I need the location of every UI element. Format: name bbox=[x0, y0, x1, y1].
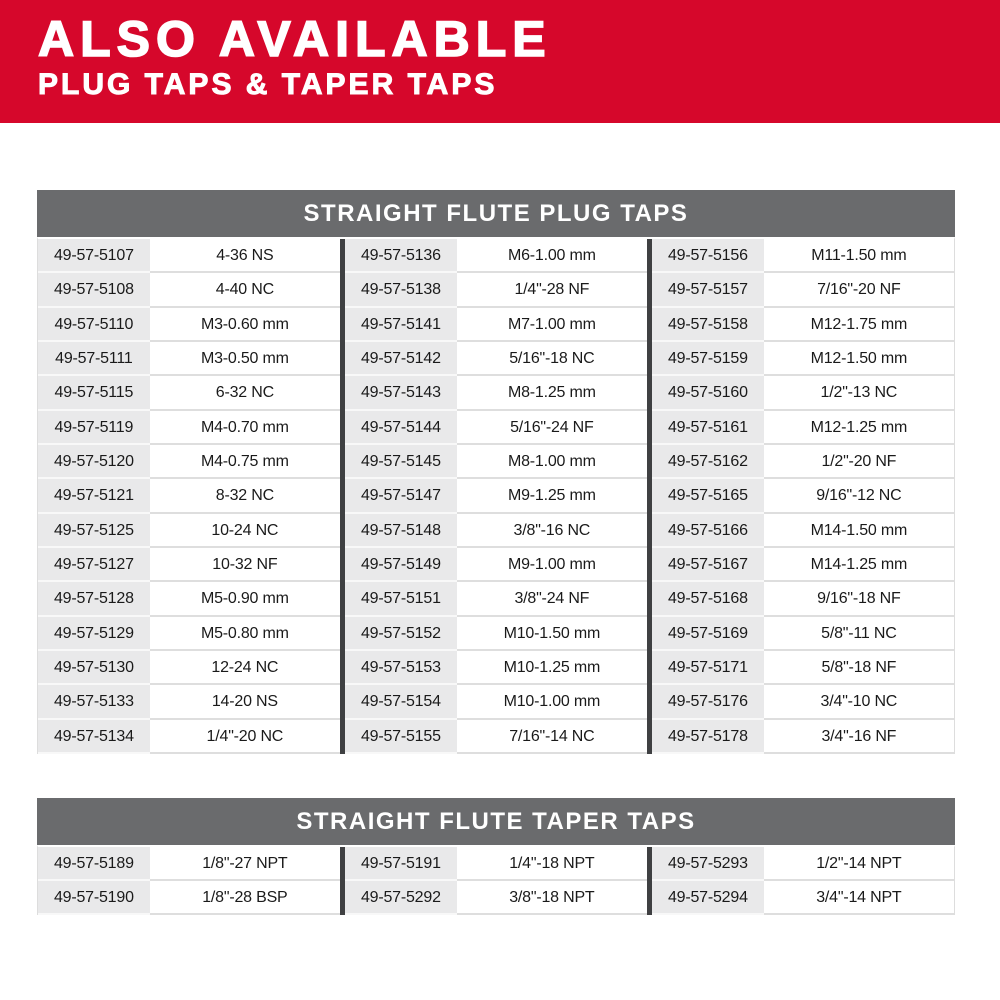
part-number-cell: 49-57-5127 bbox=[38, 548, 150, 582]
table-row bbox=[38, 582, 340, 616]
table-row bbox=[38, 685, 340, 719]
size-cell: 1/2"-13 NC bbox=[764, 376, 954, 410]
table-row bbox=[652, 273, 954, 307]
banner-subtitle: PLUG TAPS & TAPER TAPS bbox=[38, 68, 498, 101]
part-number-cell: 49-57-5189 bbox=[38, 847, 150, 881]
column-group bbox=[652, 239, 954, 754]
size-cell: M14-1.50 mm bbox=[764, 514, 954, 548]
column-group bbox=[345, 847, 647, 915]
part-number-cell: 49-57-5156 bbox=[652, 239, 764, 273]
part-number-cell: 49-57-5155 bbox=[345, 720, 457, 754]
size-cell: M7-1.00 mm bbox=[457, 308, 647, 342]
size-cell: 5/16"-24 NF bbox=[457, 411, 647, 445]
part-number-cell: 49-57-5121 bbox=[38, 479, 150, 513]
part-number-cell: 49-57-5142 bbox=[345, 342, 457, 376]
size-cell: M4-0.70 mm bbox=[150, 411, 340, 445]
table-row bbox=[345, 445, 647, 479]
table-row bbox=[38, 445, 340, 479]
table-row bbox=[345, 847, 647, 881]
size-cell: M4-0.75 mm bbox=[150, 445, 340, 479]
part-number-cell: 49-57-5293 bbox=[652, 847, 764, 881]
size-cell: M5-0.80 mm bbox=[150, 617, 340, 651]
table-row bbox=[38, 239, 340, 273]
table-row bbox=[38, 411, 340, 445]
part-number-cell: 49-57-5143 bbox=[345, 376, 457, 410]
part-number-cell: 49-57-5107 bbox=[38, 239, 150, 273]
table-row bbox=[345, 720, 647, 754]
size-cell: M12-1.25 mm bbox=[764, 411, 954, 445]
column-group bbox=[38, 239, 340, 754]
part-number-cell: 49-57-5110 bbox=[38, 308, 150, 342]
size-cell: M12-1.75 mm bbox=[764, 308, 954, 342]
size-cell: M9-1.25 mm bbox=[457, 479, 647, 513]
size-cell: M10-1.25 mm bbox=[457, 651, 647, 685]
table-row bbox=[652, 514, 954, 548]
part-number-cell: 49-57-5136 bbox=[345, 239, 457, 273]
table-row bbox=[38, 548, 340, 582]
part-number-cell: 49-57-5125 bbox=[38, 514, 150, 548]
size-cell: 5/8"-11 NC bbox=[764, 617, 954, 651]
size-cell: 3/8"-24 NF bbox=[457, 582, 647, 616]
column-group bbox=[652, 847, 954, 915]
plug-taps-table-body bbox=[37, 237, 955, 754]
part-number-cell: 49-57-5147 bbox=[345, 479, 457, 513]
table-row bbox=[652, 548, 954, 582]
part-number-cell: 49-57-5128 bbox=[38, 582, 150, 616]
table-row bbox=[652, 342, 954, 376]
part-number-cell: 49-57-5134 bbox=[38, 720, 150, 754]
size-cell: 5/16"-18 NC bbox=[457, 342, 647, 376]
table-row bbox=[345, 376, 647, 410]
part-number-cell: 49-57-5158 bbox=[652, 308, 764, 342]
part-number-cell: 49-57-5149 bbox=[345, 548, 457, 582]
part-number-cell: 49-57-5145 bbox=[345, 445, 457, 479]
size-cell: 5/8"-18 NF bbox=[764, 651, 954, 685]
part-number-cell: 49-57-5133 bbox=[38, 685, 150, 719]
part-number-cell: 49-57-5152 bbox=[345, 617, 457, 651]
table-row bbox=[345, 479, 647, 513]
size-cell: 10-32 NF bbox=[150, 548, 340, 582]
table-row bbox=[345, 651, 647, 685]
table-row bbox=[345, 685, 647, 719]
table-row bbox=[652, 881, 954, 915]
size-cell: M5-0.90 mm bbox=[150, 582, 340, 616]
column-group bbox=[345, 239, 647, 754]
size-cell: M10-1.50 mm bbox=[457, 617, 647, 651]
table-row bbox=[345, 881, 647, 915]
table-row bbox=[652, 685, 954, 719]
size-cell: 3/4"-10 NC bbox=[764, 685, 954, 719]
size-cell: 3/8"-16 NC bbox=[457, 514, 647, 548]
size-cell: 4-36 NS bbox=[150, 239, 340, 273]
size-cell: 1/8"-28 BSP bbox=[150, 881, 340, 915]
part-number-cell: 49-57-5120 bbox=[38, 445, 150, 479]
table-row bbox=[345, 239, 647, 273]
table-row bbox=[38, 617, 340, 651]
size-cell: 3/8"-18 NPT bbox=[457, 881, 647, 915]
banner-title: ALSO AVAILABLE bbox=[38, 11, 552, 67]
part-number-cell: 49-57-5115 bbox=[38, 376, 150, 410]
table-row bbox=[38, 651, 340, 685]
table-row bbox=[652, 239, 954, 273]
table-row bbox=[38, 308, 340, 342]
size-cell: M6-1.00 mm bbox=[457, 239, 647, 273]
part-number-cell: 49-57-5119 bbox=[38, 411, 150, 445]
table-row bbox=[345, 582, 647, 616]
table-row bbox=[652, 720, 954, 754]
size-cell: 3/4"-16 NF bbox=[764, 720, 954, 754]
table-row bbox=[652, 651, 954, 685]
size-cell: M14-1.25 mm bbox=[764, 548, 954, 582]
size-cell: 4-40 NC bbox=[150, 273, 340, 307]
table-row bbox=[345, 342, 647, 376]
table-row bbox=[38, 342, 340, 376]
size-cell: 7/16"-20 NF bbox=[764, 273, 954, 307]
table-row bbox=[652, 376, 954, 410]
part-number-cell: 49-57-5161 bbox=[652, 411, 764, 445]
part-number-cell: 49-57-5108 bbox=[38, 273, 150, 307]
part-number-cell: 49-57-5157 bbox=[652, 273, 764, 307]
table-row bbox=[345, 411, 647, 445]
part-number-cell: 49-57-5294 bbox=[652, 881, 764, 915]
size-cell: 1/2"-14 NPT bbox=[764, 847, 954, 881]
table-row bbox=[652, 847, 954, 881]
table-row bbox=[38, 514, 340, 548]
size-cell: 6-32 NC bbox=[150, 376, 340, 410]
size-cell: 7/16"-14 NC bbox=[457, 720, 647, 754]
table-row bbox=[652, 582, 954, 616]
part-number-cell: 49-57-5154 bbox=[345, 685, 457, 719]
size-cell: M3-0.60 mm bbox=[150, 308, 340, 342]
part-number-cell: 49-57-5151 bbox=[345, 582, 457, 616]
promo-banner bbox=[0, 0, 1000, 123]
size-cell: M9-1.00 mm bbox=[457, 548, 647, 582]
size-cell: M8-1.25 mm bbox=[457, 376, 647, 410]
size-cell: 9/16"-18 NF bbox=[764, 582, 954, 616]
part-number-cell: 49-57-5159 bbox=[652, 342, 764, 376]
size-cell: 1/8"-27 NPT bbox=[150, 847, 340, 881]
part-number-cell: 49-57-5168 bbox=[652, 582, 764, 616]
part-number-cell: 49-57-5167 bbox=[652, 548, 764, 582]
table-row bbox=[652, 445, 954, 479]
part-number-cell: 49-57-5148 bbox=[345, 514, 457, 548]
part-number-cell: 49-57-5171 bbox=[652, 651, 764, 685]
part-number-cell: 49-57-5292 bbox=[345, 881, 457, 915]
size-cell: 3/4"-14 NPT bbox=[764, 881, 954, 915]
part-number-cell: 49-57-5129 bbox=[38, 617, 150, 651]
table-row bbox=[38, 273, 340, 307]
table-row bbox=[38, 376, 340, 410]
size-cell: M3-0.50 mm bbox=[150, 342, 340, 376]
part-number-cell: 49-57-5153 bbox=[345, 651, 457, 685]
part-number-cell: 49-57-5111 bbox=[38, 342, 150, 376]
plug-taps-table bbox=[37, 190, 955, 754]
part-number-cell: 49-57-5130 bbox=[38, 651, 150, 685]
table-row bbox=[38, 720, 340, 754]
size-cell: 9/16"-12 NC bbox=[764, 479, 954, 513]
part-number-cell: 49-57-5144 bbox=[345, 411, 457, 445]
size-cell: 14-20 NS bbox=[150, 685, 340, 719]
table-row bbox=[345, 514, 647, 548]
part-number-cell: 49-57-5169 bbox=[652, 617, 764, 651]
table-row bbox=[38, 881, 340, 915]
size-cell: 12-24 NC bbox=[150, 651, 340, 685]
size-cell: M8-1.00 mm bbox=[457, 445, 647, 479]
table-row bbox=[652, 308, 954, 342]
table-row bbox=[345, 308, 647, 342]
table-row bbox=[38, 479, 340, 513]
part-number-cell: 49-57-5138 bbox=[345, 273, 457, 307]
table-row bbox=[345, 548, 647, 582]
size-cell: 1/4"-28 NF bbox=[457, 273, 647, 307]
table-row bbox=[345, 617, 647, 651]
table-row bbox=[652, 411, 954, 445]
size-cell: 1/4"-18 NPT bbox=[457, 847, 647, 881]
table-row bbox=[652, 617, 954, 651]
part-number-cell: 49-57-5178 bbox=[652, 720, 764, 754]
part-number-cell: 49-57-5166 bbox=[652, 514, 764, 548]
size-cell: 1/2"-20 NF bbox=[764, 445, 954, 479]
size-cell: 1/4"-20 NC bbox=[150, 720, 340, 754]
part-number-cell: 49-57-5176 bbox=[652, 685, 764, 719]
part-number-cell: 49-57-5162 bbox=[652, 445, 764, 479]
part-number-cell: 49-57-5190 bbox=[38, 881, 150, 915]
taper-taps-table-body bbox=[37, 845, 955, 915]
part-number-cell: 49-57-5160 bbox=[652, 376, 764, 410]
size-cell: 10-24 NC bbox=[150, 514, 340, 548]
part-number-cell: 49-57-5165 bbox=[652, 479, 764, 513]
part-number-cell: 49-57-5141 bbox=[345, 308, 457, 342]
size-cell: M12-1.50 mm bbox=[764, 342, 954, 376]
taper-taps-table-title: STRAIGHT FLUTE TAPER TAPS bbox=[37, 798, 955, 845]
plug-taps-table-title: STRAIGHT FLUTE PLUG TAPS bbox=[37, 190, 955, 237]
size-cell: 8-32 NC bbox=[150, 479, 340, 513]
table-row bbox=[345, 273, 647, 307]
size-cell: M10-1.00 mm bbox=[457, 685, 647, 719]
size-cell: M11-1.50 mm bbox=[764, 239, 954, 273]
part-number-cell: 49-57-5191 bbox=[345, 847, 457, 881]
column-group bbox=[38, 847, 340, 915]
table-row bbox=[38, 847, 340, 881]
taper-taps-table bbox=[37, 798, 955, 915]
table-row bbox=[652, 479, 954, 513]
